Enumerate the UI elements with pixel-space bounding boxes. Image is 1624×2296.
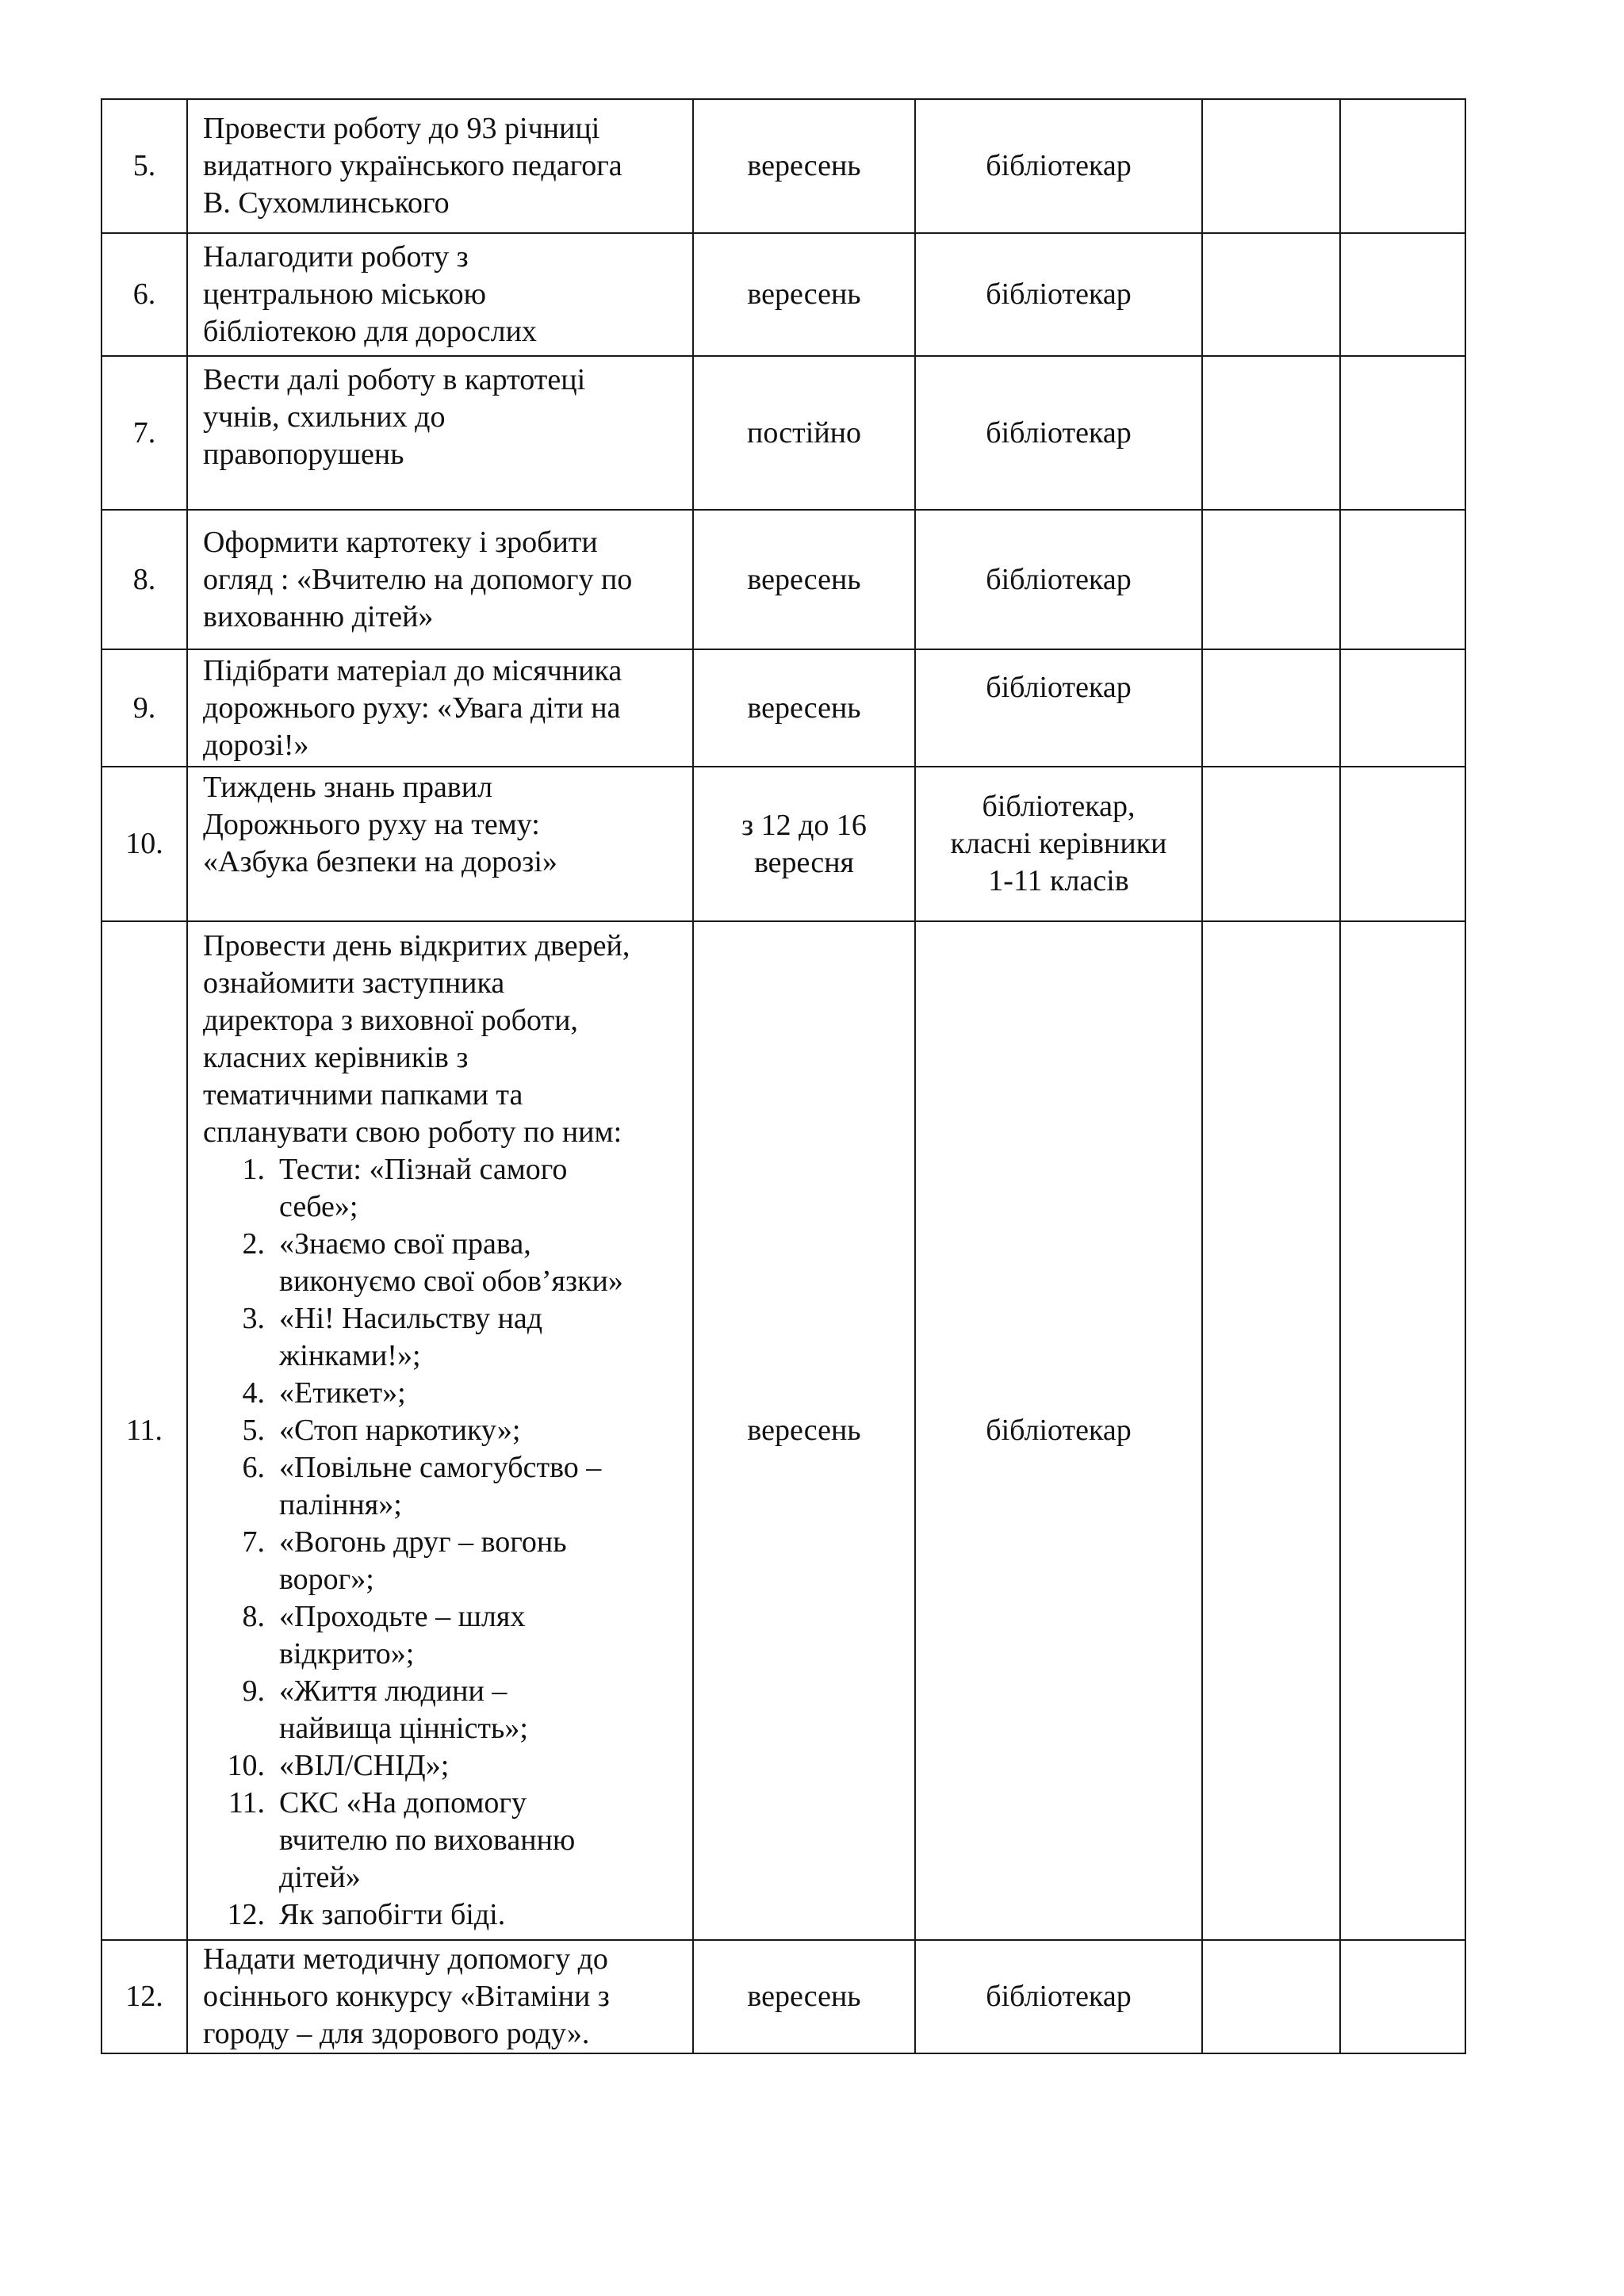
responsible-cell — [915, 1940, 1202, 2053]
responsible-cell — [915, 99, 1202, 233]
empty-cell — [1202, 99, 1340, 233]
list-item-line: вчителю по вихованню — [279, 1823, 576, 1857]
task-line: Вести далі роботу в картотеці — [203, 363, 586, 396]
task-line: вихованню дітей» — [203, 599, 434, 633]
empty-cell — [1202, 921, 1340, 1940]
list-item-line: «Знаємо свої права, — [279, 1227, 531, 1261]
list-item — [203, 1151, 684, 1226]
task-line: центральною міською — [203, 277, 487, 311]
task-cell — [187, 1940, 693, 2053]
table-row — [102, 767, 1465, 921]
list-item-text — [279, 1673, 684, 1747]
responsible-line: бібліотекар — [986, 1414, 1132, 1447]
responsible-line: бібліотекар — [986, 671, 1132, 704]
list-item — [203, 1375, 684, 1412]
term-line: вересень — [747, 562, 861, 596]
task-line: Надати методичну допомогу до — [203, 1942, 608, 1976]
term-cell — [693, 1940, 915, 2053]
list-item-text — [279, 1598, 684, 1673]
list-item-line: «Повільне самогубство – — [279, 1451, 602, 1484]
list-item — [203, 1226, 684, 1300]
row-number: 7. — [102, 356, 187, 510]
list-item-number: 2. — [242, 1227, 265, 1261]
term-cell — [693, 921, 915, 1940]
list-item-line: виконуємо свої обов’язки» — [279, 1265, 623, 1298]
task-line: Дорожнього руху на тему: — [203, 808, 540, 841]
term-cell — [693, 510, 915, 649]
list-item — [203, 1449, 684, 1524]
task-line: «Азбука безпеки на дорозі» — [203, 845, 557, 878]
task-cell — [187, 767, 693, 921]
table-row — [102, 921, 1465, 1940]
empty-cell — [1340, 767, 1465, 921]
task-line: городу – для здорового роду». — [203, 2017, 590, 2050]
task-cell — [187, 649, 693, 767]
task-line: ознайомити заступника — [203, 966, 505, 1000]
list-item-text — [279, 1226, 684, 1300]
table-row — [102, 510, 1465, 649]
task-line: осіннього конкурсу «Вітаміни з — [203, 1980, 610, 2013]
list-item — [203, 1747, 684, 1785]
term-line: вересень — [747, 691, 861, 725]
list-item-number: 12. — [227, 1898, 265, 1931]
table-row — [102, 356, 1465, 510]
list-item — [203, 1300, 684, 1375]
responsible-line: класні керівники — [950, 827, 1167, 860]
task-line: правопорушень — [203, 438, 404, 471]
responsible-line: бібліотекар — [986, 149, 1132, 182]
responsible-cell — [915, 649, 1202, 767]
responsible-line: бібліотекар — [986, 1980, 1132, 2013]
responsible-cell — [915, 233, 1202, 356]
task-line: Провести роботу до 93 річниці — [203, 112, 600, 145]
empty-cell — [1340, 99, 1465, 233]
list-item-line: себе»; — [279, 1190, 358, 1223]
term-line: вересня — [753, 845, 855, 879]
row-number: 10. — [102, 767, 187, 921]
task-line: Підібрати матеріал до місячника — [203, 653, 622, 687]
list-item-line: «Життя людини – — [279, 1674, 508, 1708]
list-item-number: 6. — [242, 1451, 265, 1484]
list-item-line: «Вогонь друг – вогонь — [279, 1525, 567, 1559]
term-cell — [693, 99, 915, 233]
term-cell — [693, 767, 915, 921]
list-item-line: «Етикет»; — [279, 1376, 406, 1410]
list-item-number: 3. — [242, 1302, 265, 1335]
table-row — [102, 1940, 1465, 2053]
list-item-line: жінками!»; — [279, 1339, 421, 1372]
list-item-number: 7. — [242, 1525, 265, 1559]
row-number: 5. — [102, 99, 187, 233]
task-line: дорожнього руху: «Увага діти на — [203, 691, 621, 725]
list-item — [203, 1673, 684, 1747]
table-row — [102, 233, 1465, 356]
list-item-text — [279, 1412, 684, 1449]
list-item-number: 10. — [227, 1749, 265, 1782]
responsible-cell — [915, 356, 1202, 510]
task-line: спланувати свою роботу по ним: — [203, 1115, 622, 1149]
list-item-line: відкрито»; — [279, 1637, 415, 1670]
list-item-number: 11. — [228, 1786, 265, 1820]
task-line: видатного українського педагога — [203, 149, 622, 182]
empty-cell — [1340, 233, 1465, 356]
responsible-line: бібліотекар — [986, 562, 1132, 596]
task-cell — [187, 510, 693, 649]
empty-cell — [1202, 356, 1340, 510]
empty-cell — [1340, 1940, 1465, 2053]
list-item — [203, 1785, 684, 1896]
empty-cell — [1340, 649, 1465, 767]
responsible-cell — [915, 921, 1202, 1940]
list-item — [203, 1412, 684, 1449]
term-line: вересень — [747, 277, 861, 311]
task-cell — [187, 356, 693, 510]
list-item-line: ворог»; — [279, 1563, 374, 1596]
empty-cell — [1202, 510, 1340, 649]
list-item-text — [279, 1375, 684, 1412]
list-item-line: «Стоп наркотику»; — [279, 1414, 521, 1447]
list-item-line: найвища цінність»; — [279, 1712, 528, 1745]
topic-list — [203, 1151, 684, 1934]
list-item-number: 5. — [242, 1414, 265, 1447]
term-cell — [693, 649, 915, 767]
responsible-cell — [915, 767, 1202, 921]
row-number: 6. — [102, 233, 187, 356]
list-item-text — [279, 1785, 684, 1896]
task-line: бібліотекою для дорослих — [203, 315, 537, 348]
list-item — [203, 1524, 684, 1598]
row-number: 8. — [102, 510, 187, 649]
list-item-text — [279, 1449, 684, 1524]
task-line: дорозі!» — [203, 728, 309, 762]
term-line: вересень — [747, 1414, 861, 1447]
term-cell — [693, 356, 915, 510]
list-item-line: дітей» — [279, 1861, 361, 1894]
list-item-line: «ВІЛ/СНІД»; — [279, 1749, 450, 1782]
list-item-text — [279, 1524, 684, 1598]
task-line: учнів, схильних до — [203, 400, 446, 434]
task-line: Оформити картотеку і зробити — [203, 525, 598, 559]
task-line: класних керівників з — [203, 1041, 469, 1074]
responsible-cell — [915, 510, 1202, 649]
term-line: вересень — [747, 149, 861, 182]
task-cell — [187, 921, 693, 1940]
task-line: Провести день відкритих дверей, — [203, 929, 630, 962]
task-line: огляд : «Вчителю на допомогу по — [203, 562, 633, 596]
list-item — [203, 1896, 684, 1934]
empty-cell — [1202, 233, 1340, 356]
responsible-line: 1-11 класів — [988, 864, 1129, 897]
term-line: постійно — [747, 415, 861, 450]
task-line: Тиждень знань правил — [203, 771, 493, 804]
plan-table — [101, 98, 1466, 2054]
list-item-line: Як запобігти біді. — [279, 1898, 506, 1931]
list-item-number: 9. — [242, 1674, 265, 1708]
empty-cell — [1202, 649, 1340, 767]
task-cell — [187, 233, 693, 356]
list-item-number: 8. — [242, 1600, 265, 1633]
list-item-text — [279, 1896, 684, 1934]
list-item — [203, 1598, 684, 1673]
empty-cell — [1340, 510, 1465, 649]
list-item-number: 4. — [242, 1376, 265, 1410]
table-row — [102, 649, 1465, 767]
empty-cell — [1340, 356, 1465, 510]
task-line: директора з виховної роботи, — [203, 1004, 578, 1037]
table-row — [102, 99, 1465, 233]
term-line: з 12 до 16 — [741, 808, 867, 842]
list-item-text — [279, 1747, 684, 1785]
list-item-text — [279, 1300, 684, 1375]
empty-cell — [1202, 767, 1340, 921]
row-number: 12. — [102, 1940, 187, 2053]
task-line: Налагодити роботу з — [203, 240, 469, 274]
task-line: В. Сухомлинського — [203, 186, 450, 220]
responsible-line: бібліотекар — [986, 415, 1132, 450]
list-item-line: паління»; — [279, 1488, 402, 1521]
list-item-number: 1. — [242, 1153, 265, 1186]
task-cell — [187, 99, 693, 233]
term-cell — [693, 233, 915, 356]
list-item-line: «Проходьте – шлях — [279, 1600, 526, 1633]
empty-cell — [1202, 1940, 1340, 2053]
empty-cell — [1340, 921, 1465, 1940]
list-item-line: «Ні! Насильству над — [279, 1302, 543, 1335]
responsible-line: бібліотекар, — [982, 790, 1136, 823]
list-item-line: СКС «На допомогу — [279, 1786, 527, 1820]
list-item-text — [279, 1151, 684, 1226]
row-number: 9. — [102, 649, 187, 767]
responsible-line: бібліотекар — [986, 277, 1132, 311]
task-line: тематичними папками та — [203, 1078, 523, 1112]
list-item-line: Тести: «Пізнай самого — [279, 1153, 568, 1186]
row-number: 11. — [102, 921, 187, 1940]
term-line: вересень — [747, 1980, 861, 2013]
